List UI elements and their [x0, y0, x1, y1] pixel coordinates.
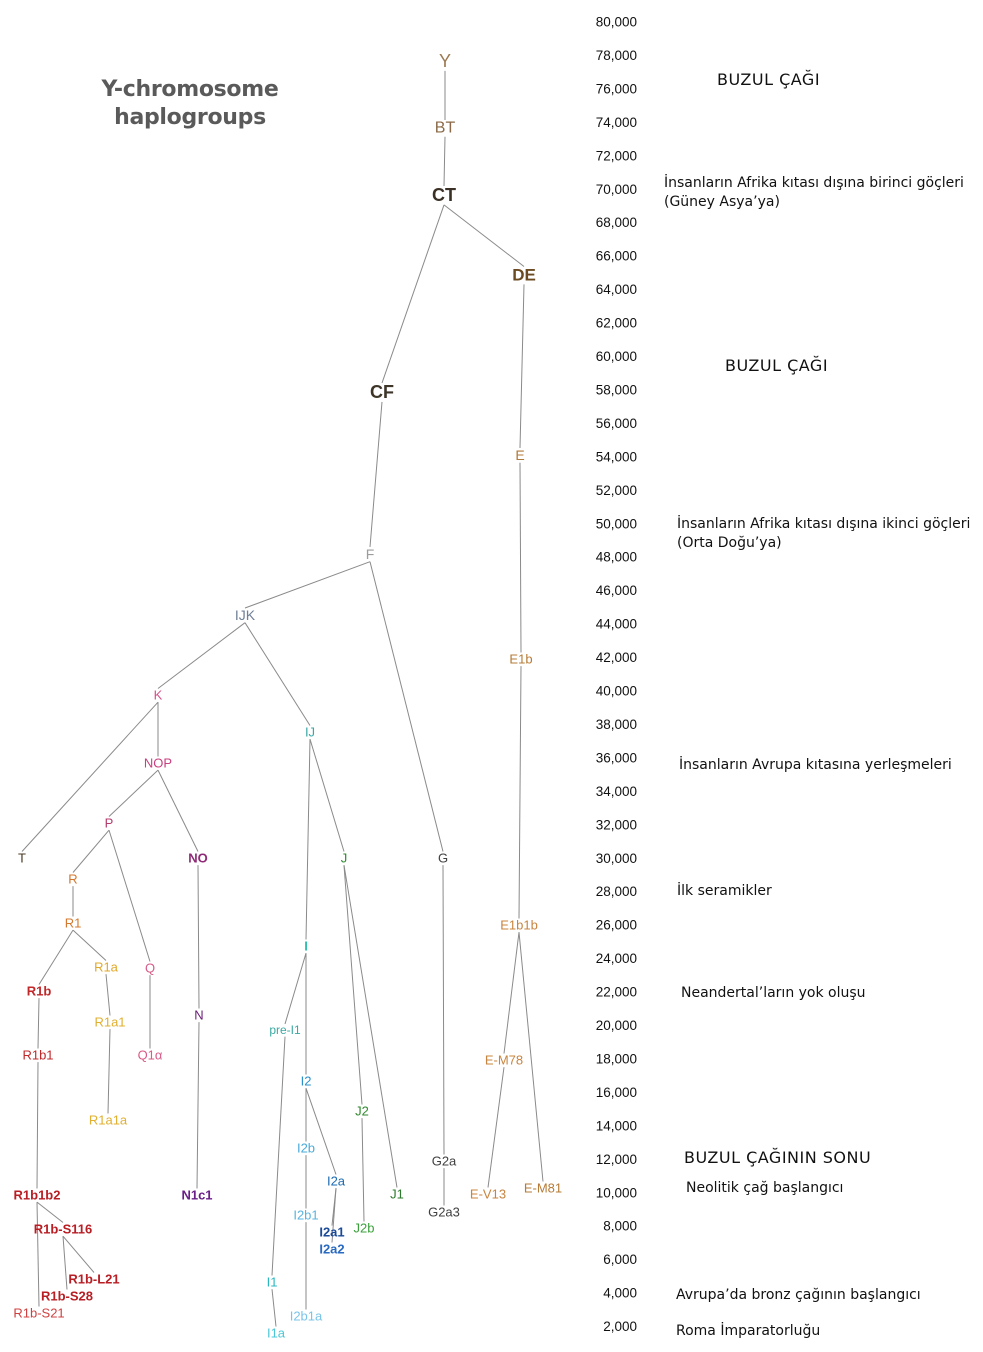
tree-edge — [504, 932, 519, 1053]
tree-edge — [38, 998, 39, 1048]
haplogroup-node — [470, 1187, 506, 1202]
axis-tick-label: 20,000 — [595, 1018, 637, 1033]
haplogroup-node — [485, 1053, 523, 1068]
haplogroup-node — [428, 1205, 460, 1220]
haplogroup-node — [290, 1309, 323, 1324]
haplogroup-label: I2b1a — [289, 1308, 323, 1324]
haplogroup-node — [105, 816, 114, 831]
haplogroup-node — [524, 1181, 562, 1196]
tree-edge — [519, 666, 521, 918]
axis-tick-label: 58,000 — [595, 382, 637, 398]
haplogroup-node — [41, 1289, 93, 1304]
haplogroup-label: J1 — [390, 1186, 404, 1202]
event-annotation — [684, 1148, 871, 1167]
tree-edge — [39, 930, 73, 984]
event-annotation — [717, 70, 820, 89]
tree-edge — [108, 1029, 110, 1113]
haplogroup-label: R1b-L21 — [68, 1271, 120, 1287]
haplogroup-label: I2 — [300, 1073, 312, 1089]
haplogroup-label: R1b1 — [22, 1047, 54, 1063]
haplogroup-label: I2b — [296, 1140, 316, 1156]
event-annotation — [676, 1286, 921, 1305]
haplogroup-label: R1a1 — [94, 1014, 126, 1030]
haplogroup-node — [327, 1174, 346, 1189]
tree-edge — [370, 402, 382, 547]
haplogroup-label: I — [304, 938, 308, 954]
axis-tick-label: 24,000 — [595, 951, 637, 967]
axis-tick-label: 44,000 — [595, 616, 637, 632]
haplogroup-label: R1b-S116 — [33, 1221, 93, 1237]
haplogroup-label: G2a3 — [428, 1204, 460, 1220]
haplogroup-label: CT — [432, 185, 456, 205]
annotation-line: İnsanların Afrika kıtası dışına birinci göçleri — [664, 175, 964, 191]
haplogroup-node — [14, 1188, 61, 1203]
tree-edge — [310, 739, 344, 851]
haplogroup-label: G — [437, 850, 449, 866]
haplogroup-node — [65, 916, 82, 931]
haplogroup-node — [301, 1074, 312, 1089]
axis-tick-label: 8,000 — [603, 1218, 637, 1234]
axis-tick-label: 64,000 — [595, 282, 637, 298]
tree-edge — [245, 562, 370, 608]
haplogroup-label: R1b1b2 — [13, 1187, 61, 1203]
tree-edge — [73, 830, 109, 872]
haplogroup-node — [304, 939, 308, 954]
tree-edge — [306, 1088, 336, 1174]
haplogroup-label: E-M81 — [523, 1180, 563, 1196]
annotation-line: BUZUL ÇAĞI — [725, 356, 829, 375]
axis-tick-label: 70,000 — [595, 181, 637, 197]
tree-edge — [63, 1236, 94, 1272]
annotation-line: (Güney Asya’ya) — [664, 194, 780, 210]
axis-tick-label: 30,000 — [595, 850, 637, 866]
haplogroup-node — [34, 1222, 93, 1237]
axis-tick-label: 10,000 — [595, 1185, 637, 1201]
haplogroup-label: E1b — [509, 651, 533, 667]
haplogroup-node — [509, 652, 532, 667]
axis-tick-label: 60,000 — [595, 349, 637, 364]
haplogroup-node — [94, 960, 119, 975]
haplogroup-label: IJK — [234, 607, 256, 623]
tree-edge — [488, 1067, 504, 1187]
haplogroup-node — [138, 1048, 163, 1063]
haplogroup-label: E — [515, 447, 525, 463]
tree-edge — [272, 1037, 285, 1276]
tree-edge — [22, 702, 158, 851]
axis-tick-label: 32,000 — [595, 817, 637, 833]
haplogroup-label: I2a1 — [319, 1224, 345, 1240]
haplogroup-node — [22, 1048, 53, 1063]
axis-tick-label: 50,000 — [595, 516, 637, 532]
tree-edges — [22, 71, 543, 1327]
haplogroup-label: R1a — [94, 959, 118, 975]
haplogroup-node — [390, 1187, 404, 1202]
tree-edge — [106, 974, 110, 1015]
haplogroup-node — [438, 851, 448, 866]
haplogroup-label: R — [68, 871, 78, 887]
haplogroup-label: NOP — [143, 755, 173, 771]
tree-edge — [444, 205, 524, 267]
title-line-2: haplogroups — [114, 105, 266, 130]
haplogroup-node — [297, 1141, 315, 1156]
annotation-line: Neandertal’ların yok oluşu — [681, 985, 866, 1001]
tree-edge — [520, 463, 521, 653]
haplogroup-node — [435, 120, 456, 137]
haplogroup-node — [13, 1306, 64, 1321]
haplogroup-label: I2a — [326, 1173, 346, 1189]
event-annotation — [677, 515, 970, 553]
tree-nodes — [13, 51, 562, 1341]
axis-tick-label: 2,000 — [603, 1319, 637, 1335]
axis-tick-label: 18,000 — [595, 1051, 637, 1067]
haplogroup-node — [94, 1015, 125, 1030]
event-annotation — [681, 984, 866, 1003]
tree-edge — [109, 830, 150, 961]
haplogroup-label: P — [104, 815, 114, 831]
tree-edge — [37, 1062, 38, 1188]
axis-tick-label: 34,000 — [595, 783, 637, 799]
haplogroup-node — [154, 688, 163, 703]
haplogroup-label: E1b1b — [500, 917, 538, 933]
annotation-line: Avrupa’da bronz çağının başlangıcı — [676, 1287, 921, 1303]
haplogroup-node — [145, 961, 155, 976]
axis-tick-label: 56,000 — [595, 415, 637, 431]
haplogroup-node — [354, 1221, 375, 1236]
annotation-line: Neolitik çağ başlangıcı — [686, 1180, 844, 1196]
haplogroup-label: NO — [188, 850, 208, 866]
axis-tick-label: 72,000 — [595, 148, 637, 164]
haplogroup-node — [18, 851, 26, 866]
haplogroup-node — [181, 1188, 212, 1203]
haplogroup-label: E-V13 — [469, 1186, 507, 1202]
tree-edge — [198, 865, 199, 1008]
haplogroup-label: K — [153, 687, 163, 703]
event-annotation — [664, 174, 964, 212]
annotation-line: Roma İmparatorluğu — [676, 1323, 821, 1339]
tree-edge — [158, 623, 245, 689]
haplogroup-node — [355, 1104, 369, 1119]
annotation-line: (Orta Doğu’ya) — [677, 535, 782, 551]
haplogroup-label: BT — [434, 119, 456, 137]
tree-edge — [344, 865, 397, 1187]
axis-tick-label: 16,000 — [595, 1084, 637, 1100]
haplogroup-node — [512, 266, 536, 285]
tree-edge — [362, 1118, 364, 1221]
haplogroup-node — [319, 1242, 344, 1257]
axis-tick-label: 46,000 — [595, 583, 637, 599]
haplogroup-label: I2a2 — [319, 1241, 345, 1257]
annotation-line: BUZUL ÇAĞI — [717, 70, 821, 89]
haplogroup-node — [439, 51, 451, 71]
haplogroup-node — [500, 918, 538, 933]
haplogroup-node — [68, 872, 77, 887]
haplogroup-label: N1c1 — [181, 1187, 213, 1203]
annotation-line: BUZUL ÇAĞININ SONU — [684, 1148, 872, 1167]
haplogroup-node — [319, 1225, 344, 1240]
haplogroup-node — [305, 725, 315, 740]
haplogroup-label: DE — [512, 265, 536, 285]
tree-edge — [520, 284, 524, 448]
tree-edge — [37, 1202, 39, 1306]
haplogroup-label: Q — [144, 960, 156, 976]
haplogroup-node — [370, 382, 394, 402]
tree-edge — [272, 1289, 276, 1326]
event-annotation — [725, 356, 828, 375]
haplogroup-node — [267, 1275, 278, 1290]
haplogroup-label: J2 — [355, 1103, 369, 1119]
axis-tick-label: 40,000 — [595, 683, 637, 699]
haplogroup-label: F — [365, 546, 375, 562]
axis-tick-label: 38,000 — [595, 716, 637, 732]
haplogroup-label: I1 — [266, 1274, 278, 1290]
tree-edge — [306, 739, 310, 939]
axis-tick-label: 54,000 — [595, 449, 637, 465]
haplogroup-label: R1a1a — [88, 1112, 128, 1128]
tree-edge — [158, 770, 198, 851]
haplogroup-node — [144, 756, 172, 771]
time-axis — [596, 15, 637, 1335]
haplogroup-label: T — [18, 850, 26, 866]
haplogroup-label: IJ — [304, 724, 316, 740]
tree-edge — [197, 1022, 199, 1188]
haplogroup-label: E-M78 — [484, 1052, 524, 1068]
haplogroup-node — [267, 1326, 286, 1341]
haplogroup-node — [432, 1154, 457, 1169]
event-annotation — [679, 756, 952, 775]
haplogroup-label: R1b-S28 — [40, 1288, 94, 1304]
annotation-line: İnsanların Afrika kıtası dışına ikinci göçleri — [677, 516, 971, 532]
haplogroup-node — [68, 1272, 119, 1287]
tree-edge — [285, 953, 306, 1024]
axis-tick-label: 36,000 — [595, 750, 637, 766]
diagram-title — [60, 76, 320, 132]
axis-tick-label: 42,000 — [595, 650, 637, 666]
axis-tick-label: 78,000 — [595, 47, 637, 63]
haplogroup-node — [293, 1208, 318, 1223]
axis-tick-label: 74,000 — [595, 114, 637, 130]
event-annotation — [677, 882, 772, 901]
haplogroup-label: pre-I1 — [269, 1023, 301, 1037]
haplogroup-node — [269, 1023, 301, 1037]
event-annotation — [676, 1322, 820, 1341]
axis-tick-label: 68,000 — [595, 215, 637, 231]
haplogroup-node — [341, 851, 348, 866]
tree-edge — [63, 1236, 67, 1289]
haplogroup-node — [432, 185, 456, 205]
axis-tick-label: 14,000 — [595, 1118, 637, 1134]
axis-tick-label: 4,000 — [603, 1285, 637, 1301]
tree-edge — [109, 770, 158, 816]
tree-edge — [382, 205, 444, 383]
haplogroup-label: Y — [438, 51, 452, 71]
axis-tick-label: 62,000 — [595, 315, 637, 331]
haplogroup-node — [194, 1008, 203, 1023]
haplogroup-label: N — [194, 1007, 204, 1023]
title-line-1: Y-chromosome — [101, 77, 279, 102]
tree-edge — [444, 137, 445, 186]
tree-edge — [370, 562, 443, 852]
axis-tick-label: 76,000 — [595, 81, 637, 97]
axis-tick-label: 12,000 — [595, 1151, 637, 1167]
haplogroup-node — [235, 607, 256, 623]
axis-tick-label: 22,000 — [595, 984, 637, 1000]
haplogroup-label: I1a — [266, 1325, 286, 1341]
annotation-line: İnsanların Avrupa kıtasına yerleşmeleri — [679, 757, 952, 773]
axis-tick-label: 26,000 — [595, 917, 637, 933]
tree-edge — [344, 865, 362, 1104]
axis-tick-label: 48,000 — [595, 549, 637, 565]
haplogroup-node — [188, 851, 208, 866]
haplogroup-label: Q1α — [137, 1047, 163, 1063]
event-annotation — [686, 1179, 843, 1198]
haplogroup-label: J2b — [353, 1220, 375, 1236]
haplogroup-label: R1b-S21 — [13, 1305, 65, 1321]
haplogroup-label: J — [340, 850, 348, 866]
axis-tick-label: 66,000 — [595, 248, 637, 264]
haplogroup-node — [515, 447, 524, 463]
tree-edge — [245, 623, 310, 726]
tree-edge — [73, 930, 106, 960]
haplogroup-node — [27, 984, 52, 999]
axis-tick-label: 6,000 — [603, 1252, 637, 1268]
tree-edge — [443, 865, 444, 1154]
axis-tick-label: 80,000 — [595, 14, 637, 30]
tree-edge — [37, 1202, 63, 1222]
haplogroup-label: R1 — [64, 915, 82, 931]
haplogroup-label: R1b — [26, 983, 52, 999]
haplogroup-label: CF — [370, 382, 394, 402]
haplogroup-label: G2a — [431, 1153, 457, 1169]
axis-tick-label: 28,000 — [595, 884, 637, 900]
haplogroup-label: I2b1 — [293, 1207, 319, 1223]
haplogroup-node — [366, 546, 375, 562]
axis-tick-label: 52,000 — [595, 482, 637, 498]
haplogroup-node — [89, 1113, 128, 1128]
annotation-line: İlk seramikler — [677, 883, 772, 899]
